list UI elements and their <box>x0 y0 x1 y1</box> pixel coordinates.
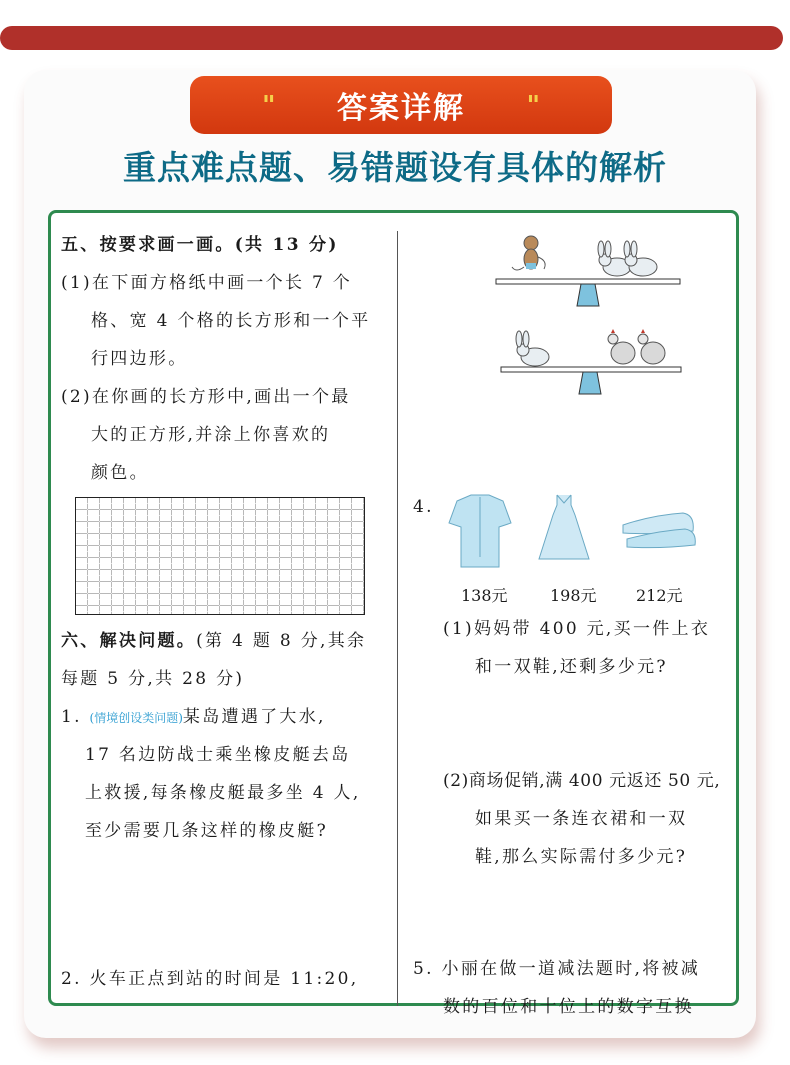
chicken-icon <box>608 329 635 364</box>
clothing-illustration <box>445 489 705 569</box>
monkey-icon <box>512 236 545 270</box>
problem-5-line-2: 数的百位和十位上的数字互换 <box>443 997 694 1017</box>
problem-5-line-1: 5. 小丽在做一道减法题时,将被减 <box>413 959 701 979</box>
question-2-line-3: 颜色。 <box>91 463 149 483</box>
question-1-line-1: (1)在下面方格纸中画一个长 7 个 <box>61 273 353 293</box>
quote-mark-right: " <box>526 91 540 121</box>
section-6-title <box>61 631 366 651</box>
section-6-title-cont: 每题 5 分,共 28 分) <box>61 669 245 689</box>
balance-scale-top <box>496 236 680 306</box>
banner-title: 答案详解 <box>337 91 465 126</box>
balance-scale-bottom <box>501 329 681 394</box>
square-grid-paper <box>75 497 365 615</box>
problem-4-q2-line-3: 鞋,那么实际需付多少元? <box>475 847 688 867</box>
section-6-title-score: (第 4 题 8 分,其余 <box>196 631 367 651</box>
problem-4-q1-line-1: (1)妈妈带 400 元,买一件上衣 <box>443 619 711 639</box>
section-6-title-main: 六、解决问题。 <box>61 631 197 651</box>
problem-4-number: 4. <box>413 497 434 517</box>
chicken-icon <box>638 329 665 364</box>
shirt-icon <box>449 495 511 567</box>
problem-4-q2-line-1: (2)商场促销,满 400 元返还 50 元, <box>443 771 721 791</box>
question-2-line-1: (2)在你画的长方形中,画出一个最 <box>61 387 351 407</box>
page-subtitle: 重点难点题、易错题设有具体的解析 <box>123 148 667 187</box>
quote-mark-left: " <box>262 91 276 121</box>
problem-4-q2-line-2: 如果买一条连衣裙和一双 <box>475 809 688 829</box>
shoes-icon <box>623 513 695 548</box>
price-dress: 198元 <box>550 586 597 605</box>
rabbit-icon <box>516 331 549 366</box>
problem-1-line-1 <box>61 707 326 728</box>
dress-icon <box>539 495 589 559</box>
price-shoes: 212元 <box>636 586 683 605</box>
problem-2-line-1: 2. 火车正点到站的时间是 11:20, <box>61 969 359 989</box>
question-1-line-3: 行四边形。 <box>91 349 188 369</box>
top-banner-bar <box>0 26 783 50</box>
problem-1-number: 1. <box>61 707 82 727</box>
problem-4-q1-line-2: 和一双鞋,还剩多少元? <box>475 657 668 677</box>
section-5-title: 五、按要求画一画。(共 13 分) <box>61 235 339 255</box>
question-1-line-2: 格、宽 4 个格的长方形和一个平 <box>91 311 371 331</box>
question-2-line-2: 大的正方形,并涂上你喜欢的 <box>91 425 331 445</box>
column-divider <box>397 231 398 1006</box>
context-tag: (情境创设类问题) <box>89 711 183 725</box>
problem-1-line-2: 17 名边防战士乘坐橡皮艇去岛 <box>85 745 351 765</box>
problem-1-line-3: 上救援,每条橡皮艇最多坐 4 人, <box>85 783 361 803</box>
problem-1-text: 某岛遭遇了大水, <box>182 707 326 727</box>
problem-1-line-4: 至少需要几条这样的橡皮艇? <box>85 821 329 841</box>
worksheet-frame <box>48 210 739 1017</box>
answer-banner <box>190 76 612 134</box>
balance-scales-illustration <box>491 227 691 407</box>
price-shirt: 138元 <box>461 586 508 605</box>
